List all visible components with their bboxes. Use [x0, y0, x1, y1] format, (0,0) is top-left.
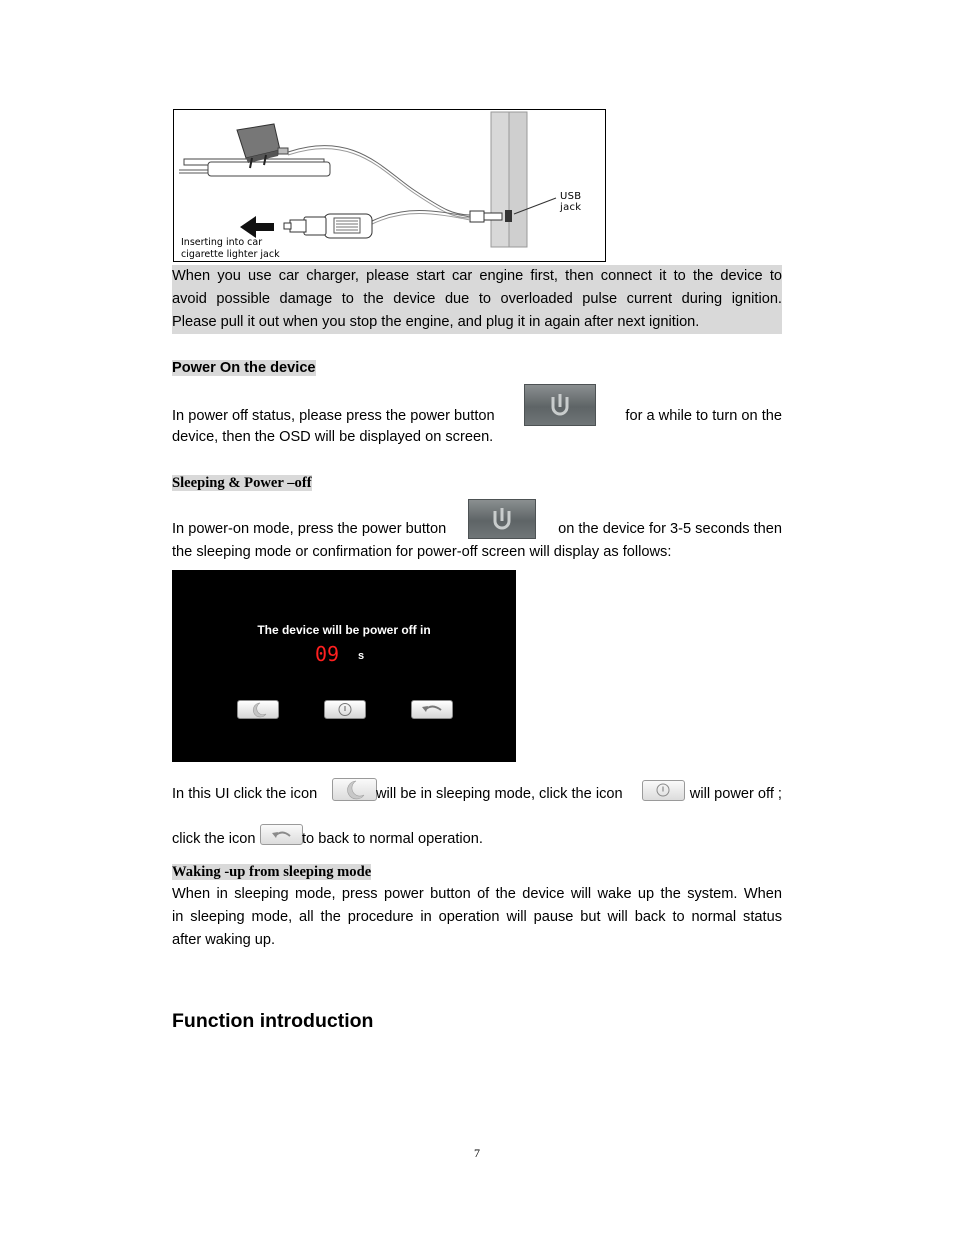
moon-icon	[238, 701, 278, 718]
section-title: Function introduction	[172, 1010, 374, 1032]
osd-countdown: 09	[315, 642, 340, 666]
note-line-1: When you use car charger, please start car engine first, then connect it to the device to	[172, 265, 782, 288]
icon-usage-line-1	[172, 783, 782, 806]
back-icon	[260, 824, 303, 845]
waking-up-paragraph	[172, 883, 782, 952]
usb-jack-label: USB jack	[560, 191, 582, 213]
power-button-icon-2	[468, 499, 536, 539]
car-lighter-label-line2: cigarette lighter jack	[181, 248, 280, 260]
osd-power-off-screen	[172, 570, 516, 762]
power-on-heading-text: Power On the device	[172, 360, 316, 376]
waking-up-heading-text: Waking -up from sleeping mode	[172, 864, 372, 880]
osd-sleep-button[interactable]	[237, 700, 279, 719]
sleeping-text-after: on the device for 3-5 seconds then	[558, 521, 782, 537]
sleeping-power-off-heading-text: Sleeping & Power –off	[172, 475, 312, 491]
osd-message: The device will be power off in	[257, 623, 431, 637]
power-on-heading	[172, 358, 316, 378]
waking-up-heading	[172, 862, 371, 882]
waking-line-2: in sleeping mode, all the procedure in operation will pause but will back to normal status	[172, 909, 782, 925]
osd-back-button[interactable]	[411, 700, 453, 719]
icon-usage-part4: click the icon	[172, 831, 256, 847]
icon-usage-part5: to back to normal operation.	[302, 831, 483, 847]
sleeping-power-off-heading	[172, 473, 312, 493]
osd-countdown-unit: s	[358, 650, 365, 662]
sleep-moon-icon	[332, 778, 377, 801]
icon-usage-part2: will be in sleeping mode, click the icon	[376, 786, 623, 802]
power-on-text-before: In power off status, please press the power button	[172, 408, 495, 424]
osd-power-off-button[interactable]	[324, 700, 366, 719]
power-icon	[325, 701, 365, 718]
back-arrow-icon	[412, 701, 452, 718]
power-button-icon	[524, 384, 596, 426]
waking-line-1: When in sleeping mode, press power button of the device will wake up the system. When	[172, 886, 782, 902]
sleeping-line-2: the sleeping mode or confirmation for power-off screen will display as follows:	[172, 544, 672, 560]
power-on-line-1	[172, 405, 782, 428]
car-charger-diagram	[173, 109, 606, 262]
icon-usage-part3: will power off ;	[689, 786, 782, 802]
sleeping-line-1	[172, 518, 782, 541]
car-lighter-label-line1: Inserting into car	[181, 237, 263, 248]
sleeping-text-before: In power-on mode, press the power button	[172, 521, 447, 537]
power-on-text-after: for a while to turn on the	[625, 408, 782, 424]
note-line-2: avoid possible damage to the device due to overloaded pulse current during ignition.	[172, 288, 782, 311]
icon-usage-part1: In this UI click the icon	[172, 786, 318, 802]
car-lighter-label	[181, 237, 280, 260]
car-charger-note	[172, 265, 782, 334]
icon-usage-line-2	[172, 828, 782, 851]
power-on-line-2: device, then the OSD will be displayed on screen.	[172, 429, 494, 445]
note-line-3: Please pull it out when you stop the engine, and plug it in again after next ignition.	[172, 311, 782, 334]
waking-line-3: after waking up.	[172, 932, 276, 948]
power-off-icon	[642, 780, 685, 801]
sleeping-paragraph	[172, 518, 782, 564]
power-on-paragraph	[172, 405, 782, 449]
page-number: 7	[474, 1146, 480, 1160]
